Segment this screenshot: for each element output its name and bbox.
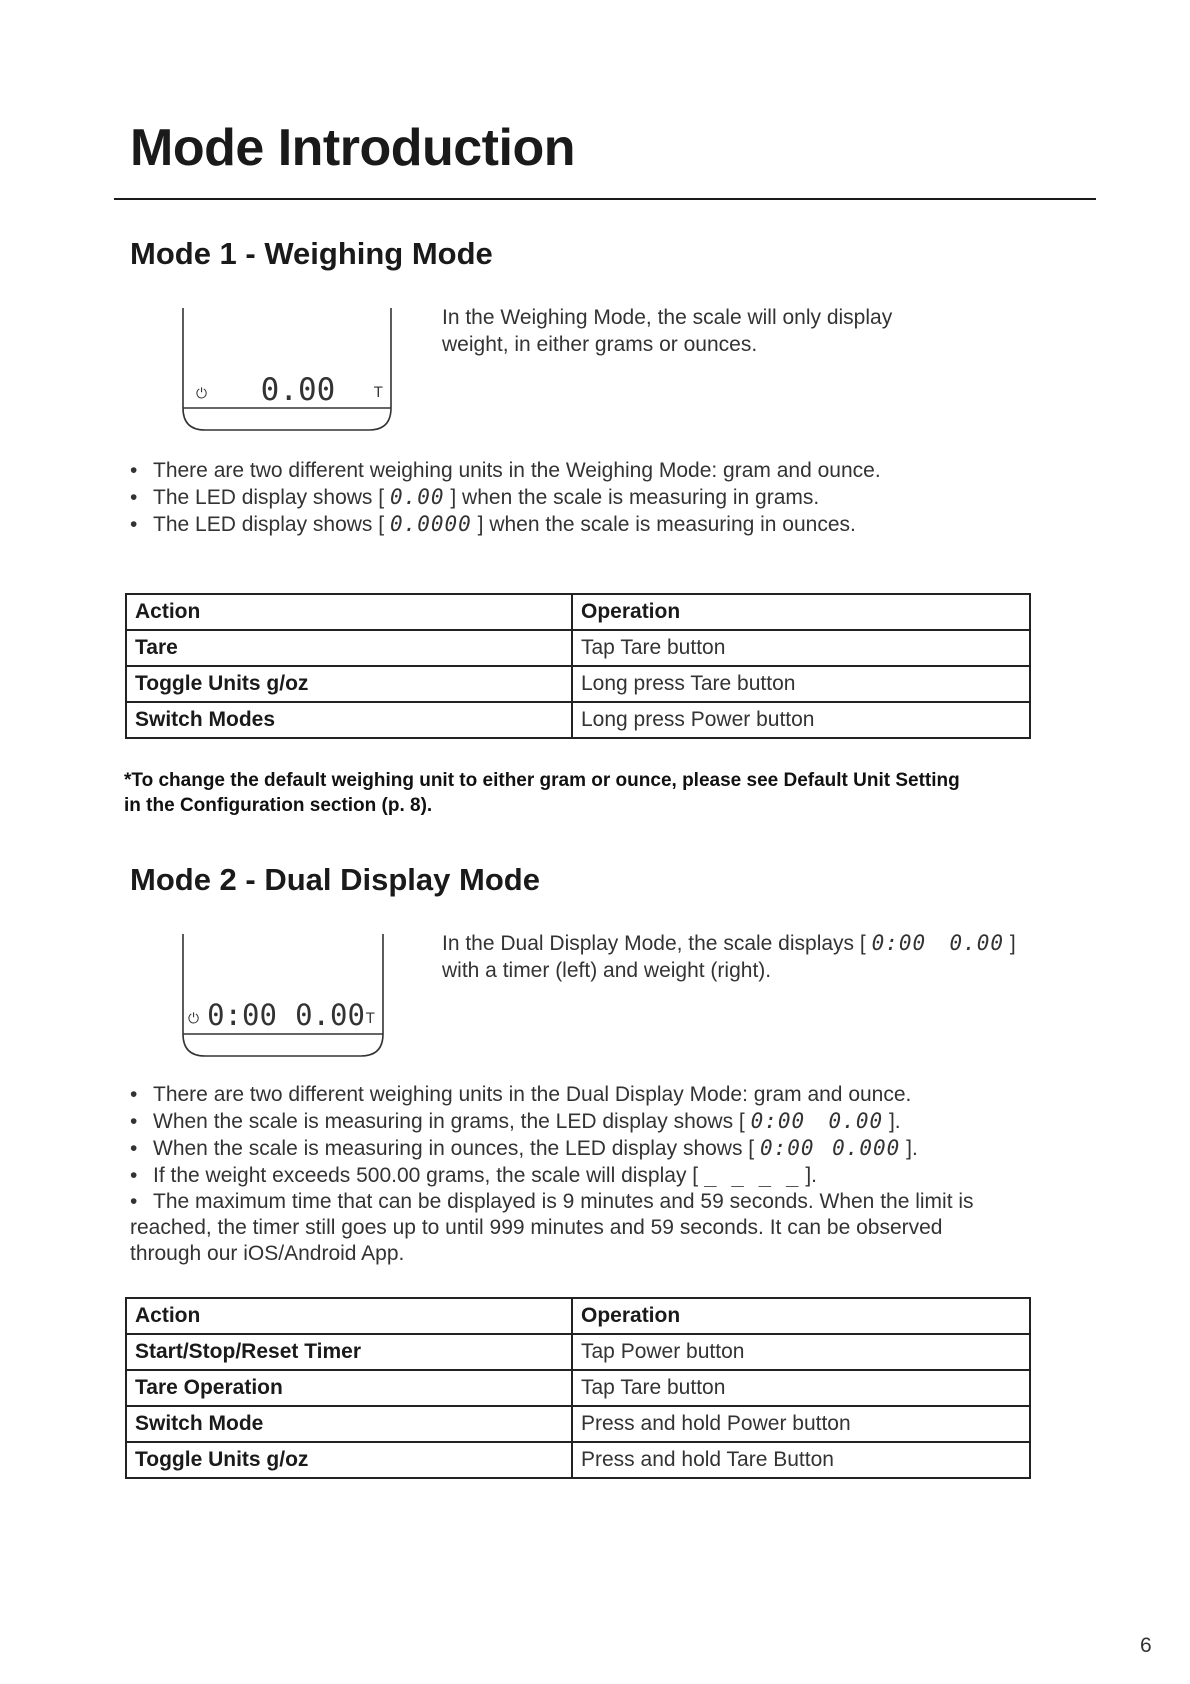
table-cell: Press and hold Tare Button bbox=[572, 1442, 1030, 1478]
led-weight-display: 0.00 bbox=[828, 1109, 884, 1133]
led-overload-display: _ _ _ _ bbox=[703, 1163, 800, 1187]
tare-icon: T bbox=[374, 385, 383, 401]
mode2-bullet-list bbox=[130, 1082, 990, 1267]
table-cell: Long press Power button bbox=[572, 702, 1030, 738]
led-gram-display: 0.00 bbox=[389, 485, 445, 509]
table-header-row bbox=[126, 1298, 1030, 1334]
table-row bbox=[126, 666, 1030, 702]
mode2-operations-table bbox=[125, 1297, 1031, 1479]
table-cell: Tap Tare button bbox=[572, 1370, 1030, 1406]
list-item: • When the scale is measuring in ounces, the LED display shows [ 0:00 0.000 ]. bbox=[130, 1136, 918, 1160]
led-weight-readout: 0.00 bbox=[260, 372, 336, 408]
led-weight-display: 0.000 bbox=[832, 1136, 901, 1160]
mode2-description-line: In the Dual Display Mode, the scale displays [ 0:00 0.00 ] bbox=[442, 931, 1016, 955]
page-title: Mode Introduction bbox=[130, 119, 575, 177]
table-row bbox=[126, 702, 1030, 738]
table-cell: Toggle Units g/oz bbox=[126, 1442, 572, 1478]
mode1-description-line: In the Weighing Mode, the scale will only display bbox=[442, 306, 893, 329]
note-line: in the Configuration section (p. 8). bbox=[124, 795, 433, 816]
power-icon: ⏻ bbox=[196, 386, 208, 402]
mode2-description-line: with a timer (left) and weight (right). bbox=[442, 959, 772, 982]
table-header-cell: Operation bbox=[572, 594, 1030, 630]
list-item: • There are two different weighing units in the Dual Display Mode: gram and ounce. bbox=[130, 1083, 912, 1106]
table-header-cell: Action bbox=[126, 1298, 572, 1334]
table-row bbox=[126, 1406, 1030, 1442]
table-header-cell: Action bbox=[126, 594, 572, 630]
list-item: • The maximum time that can be displayed is 9 minutes and 59 seconds. When the limit is reached, the timer still goes up to until 999 minutes and 59 seconds. It can be observed through our iOS/Android App. bbox=[130, 1190, 974, 1265]
led-timer-display: 0:00 bbox=[871, 931, 927, 955]
table-cell: Toggle Units g/oz bbox=[126, 666, 572, 702]
list-item: • The LED display shows [ 0.0000 ] when the scale is measuring in ounces. bbox=[130, 512, 856, 536]
table-cell: Switch Mode bbox=[126, 1406, 572, 1442]
table-cell: Tap Tare button bbox=[572, 630, 1030, 666]
table-row bbox=[126, 1334, 1030, 1370]
mode1-heading: Mode 1 - Weighing Mode bbox=[130, 236, 493, 271]
scale-outline bbox=[183, 934, 383, 1056]
title-divider bbox=[114, 198, 1096, 200]
power-icon: ⏻ bbox=[188, 1011, 200, 1027]
led-timer-display: 0:00 bbox=[750, 1109, 806, 1133]
mode1-scale-illustration bbox=[180, 306, 394, 432]
mode1-description-line: weight, in either grams or ounces. bbox=[442, 333, 758, 356]
table-header-row bbox=[126, 594, 1030, 630]
table-row bbox=[126, 1370, 1030, 1406]
default-unit-note bbox=[124, 768, 1044, 818]
led-weight-display: 0.00 bbox=[949, 931, 1005, 955]
mode2-description bbox=[442, 930, 1016, 984]
table-cell: Tap Power button bbox=[572, 1334, 1030, 1370]
mode1-bullet-list bbox=[130, 458, 881, 538]
scale-outline bbox=[183, 308, 391, 430]
mode1-operations-table bbox=[125, 593, 1031, 739]
mode1-description bbox=[442, 304, 892, 358]
table-cell: Tare bbox=[126, 630, 572, 666]
led-ounce-display: 0.0000 bbox=[389, 512, 472, 536]
tare-icon: T bbox=[366, 1011, 375, 1027]
table-cell: Long press Tare button bbox=[572, 666, 1030, 702]
list-item: • The LED display shows [ 0.00 ] when the scale is measuring in grams. bbox=[130, 485, 820, 509]
list-item: • If the weight exceeds 500.00 grams, the scale will display [ _ _ _ _ ]. bbox=[130, 1163, 817, 1187]
table-row bbox=[126, 630, 1030, 666]
page-number: 6 bbox=[1140, 1634, 1152, 1657]
list-item: • When the scale is measuring in grams, the LED display shows [ 0:00 0.00 ]. bbox=[130, 1109, 901, 1133]
led-weight-readout: 0.00 bbox=[295, 998, 365, 1032]
list-item: • There are two different weighing units in the Weighing Mode: gram and ounce. bbox=[130, 459, 881, 482]
table-cell: Press and hold Power button bbox=[572, 1406, 1030, 1442]
table-row bbox=[126, 1442, 1030, 1478]
table-header-cell: Operation bbox=[572, 1298, 1030, 1334]
table-cell: Start/Stop/Reset Timer bbox=[126, 1334, 572, 1370]
mode2-heading: Mode 2 - Dual Display Mode bbox=[130, 862, 540, 897]
mode2-scale-illustration bbox=[180, 932, 386, 1058]
led-timer-display: 0:00 bbox=[759, 1136, 815, 1160]
note-line: *To change the default weighing unit to either gram or ounce, please see Default Unit Setting bbox=[124, 770, 960, 791]
table-cell: Switch Modes bbox=[126, 702, 572, 738]
table-cell: Tare Operation bbox=[126, 1370, 572, 1406]
led-timer-readout: 0:00 bbox=[207, 998, 277, 1032]
